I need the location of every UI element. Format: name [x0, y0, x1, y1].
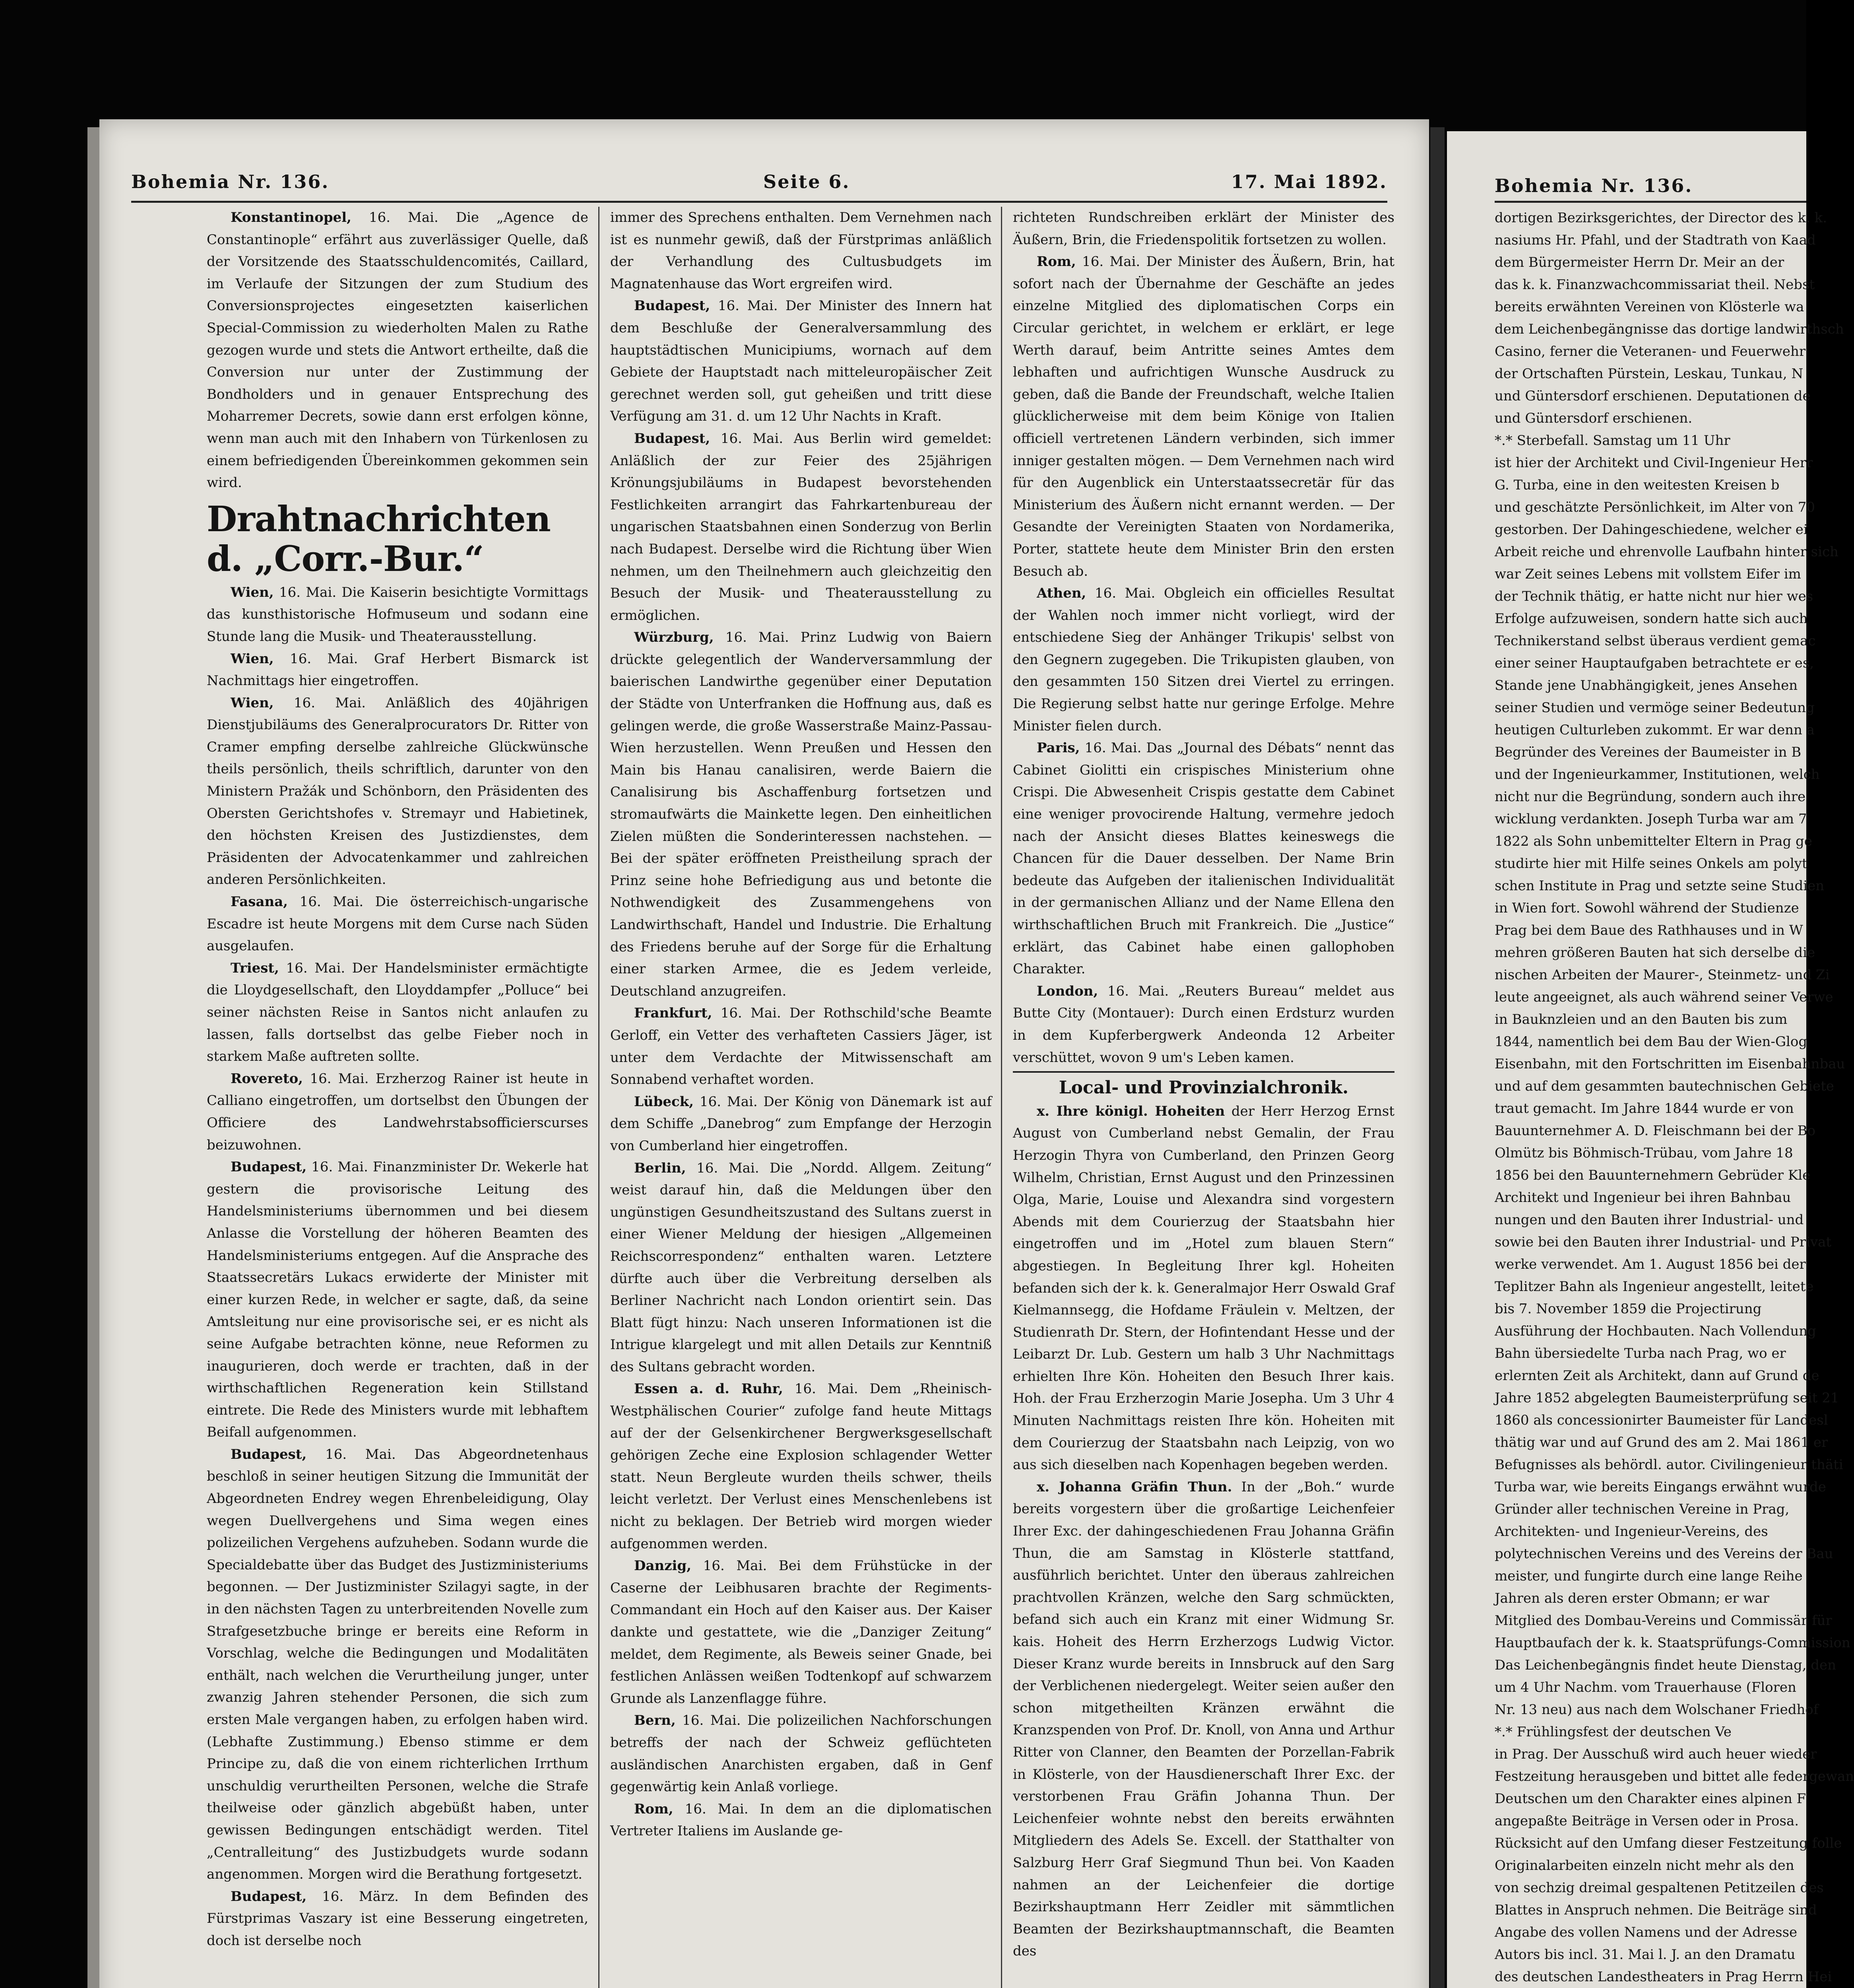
next-page-header-rule: [1495, 201, 1806, 203]
article-text: 16. Mai. Der König von Dänemark ist auf dem Schiffe „Danebrog“ zum Empfange der Herzogin von Cumberland hier eingetroffen.: [610, 1093, 992, 1154]
header-date: 17. Mai 1892.: [1231, 171, 1387, 192]
dateline: Rom,: [634, 1801, 673, 1817]
article-text: 16. Mai. Das „Journal des Débats“ nennt das Cabinet Giolitti ein crispisches Ministerium ohne Crispi. Die Abwesenheit Crispis gestatte dem Cabinet eine weniger provocirende Haltung, vermehre jedoch nach der Ansicht dieses Blattes keineswegs die Chancen für die Dauer desselben. Der Name Brin bedeute das Aufgeben der italienischen Individualität in der germanischen Allianz und der Name Ellena den wirthschaftlichen Bruch mit Frankreich. Die „Justice“ erklärt, das Cabinet habe einen gallophoben Charakter.: [1013, 740, 1395, 977]
text-line: Festzeitung herausgeben und bittet alle federgewan: [1495, 1769, 1854, 1784]
text-line: G. Turba, eine in den weitesten Kreisen b: [1495, 477, 1780, 493]
article-text: 16. Mai. Bei dem Frühstücke in der Caserne der Leibhusaren brachte der Regiments-Commandant ein Hoch auf den Kaiser aus. Der Kaiser dankte und gestattete, wie die „Danziger Zeitung“ meldet, dem Regimente, als Beweis seiner Gnade, bei festlichen Anlässen weißen Todtenkopf auf schwarzem Grunde als Lanzenflagge führe.: [610, 1558, 992, 1706]
article-text: 16. Mai. Obgleich ein officielles Resultat der Wahlen noch immer nicht vorliegt, wird der entschiedene Sieg der Anhänger Trikupis' selbst von den Gegnern zugegeben. Die Trikupisten glauben, von den gesammten 150 Sitzen drei Viertel zu erringen. Die Regierung selbst hatte nur geringe Erfolge. Mehre Minister fielen durch.: [1013, 585, 1394, 734]
dateline: Berlin,: [634, 1160, 686, 1176]
article-text: 16. Mai. Dem „Rheinisch-Westphälischen Courier“ zufolge fand heute Mittags auf der der Gelsenkirchener Bergwerksgesellschaft gehörigen Zeche eine Explosion schlagender Wetter statt. Neun Bergleute wurden theils schwer, theils leicht verletzt. Der Verlust eines Menschenlebens ist nicht zu beklagen. Der Betrieb wird morgen wieder aufgenommen werden.: [610, 1381, 992, 1552]
section-heading-telegrams: Drahtnachrichten d. „Corr.-Bur.“: [207, 498, 551, 579]
local-item: [1013, 1101, 1394, 1476]
header-page-number: Seite 6.: [763, 171, 850, 192]
telegram-item: [207, 648, 588, 692]
article-text: In der „Boh.“ wurde bereits vorgestern über die großartige Leichenfeier Ihrer Exc. der dahingeschiedenen Frau Johanna Gräfin Thun, die am Samstag in Klösterle stattfand, ausführlich berichtet. Unter den überaus zahlreichen prachtvollen Kränzen, welche den Sarg schmückten, befand sich auch ein Kranz mit einer Widmung Sr. kais. Hoheit des Herrn Erzherzogs Ludwig Victor. Dieser Kranz wurde bereits in Innsbruck auf den Sarg der Verblichenen niedergelegt. Weiter seien außer den schon mitgetheilten Kränzen erwähnt die Kranzspenden von Prof. Dr. Knoll, von Anna und Arthur Ritter von Clanner, den Beamten der Porzellan-Fabrik in Klösterle, von der Hausdienerschaft Ihrer Exc. der verstorbenen Frau Gräfin Johanna Thun. Der Leichenfeier wohnte nebst den bereits erwähnten Mitgliedern des Adels Se. Excell. der Statthalter von Salzburg Herr Graf Siegmund Thun bei. Von Kaaden nahmen an der Leichenfeier die dortige Bezirkshauptmann Herr Zeidler mit sämmtlichen Beamten der Bezirkshauptmannschaft, die Beamten des: [1013, 1479, 1395, 1959]
text-line: wicklung verdankten. Joseph Turba war am 7: [1495, 811, 1807, 827]
text-line: Nr. 13 neu) aus nach dem Wolschaner Friedhof: [1495, 1702, 1819, 1718]
dateline: x. Johanna Gräfin Thun.: [1037, 1479, 1232, 1495]
telegram-item: [610, 1378, 992, 1555]
text-line: Originalarbeiten einzeln nicht mehr als den: [1495, 1858, 1794, 1873]
page-header: [131, 171, 1387, 199]
header-rule: [131, 201, 1387, 203]
header-newspaper-issue: Bohemia Nr. 136.: [131, 171, 330, 192]
text-line: meister, und fungirte durch eine lange Reihe: [1495, 1568, 1803, 1584]
text-line: Erfolge aufzuweisen, sondern hatte sich auch: [1495, 611, 1808, 627]
text-line: nischen Arbeiten der Maurer-, Steinmetz- und Zi: [1495, 967, 1830, 983]
dateline: Fasana,: [231, 894, 288, 910]
article-text: 16. März. In dem Befinden des Fürstprimas Vaszary ist eine Besserung eingetreten, doch ist derselbe noch: [207, 1888, 589, 1949]
dateline: Athen,: [1037, 585, 1086, 602]
text-line: und Güntersdorf erschienen. Deputationen de: [1495, 388, 1811, 404]
text-line: und auf dem gesammten bautechnischen Gebiete: [1495, 1078, 1834, 1094]
text-line: Rücksicht auf den Umfang dieser Festzeitung folle: [1495, 1835, 1842, 1851]
telegram-item: [610, 1157, 992, 1378]
telegram-item: [1013, 251, 1394, 582]
text-line: in Bauknzleien und an den Bauten bis zum: [1495, 1011, 1788, 1027]
section-heading-local-chronicle: Local- und Provinzialchronik.: [1013, 1071, 1394, 1099]
dateline: Wien,: [231, 584, 274, 600]
local-item: [1013, 1476, 1394, 1963]
article-text: 16. Mai. Die „Agence de Constantinople“ erfährt aus zuverlässiger Quelle, daß der Vorsitzende des Staatsschuldencomités, Caillard, im Verlaufe der Sitzungen der zum Studium des Conversionsprojectes eingesetzten kaiserlichen Special-Commission zu wiederholten Malen zu Rathe gezogen wurde und stets die Antwort ertheilte, daß die Conversion nur unter der Zustimmung der Bondholders und in genauer Entsprechung des Moharremer Decrets, sowie dann erst erfolgen könne, wenn man auch mit den Inhabern von Türkenlosen zu einem befriedigenden Übereinkommen gekommen sein wird.: [207, 210, 588, 491]
dateline: London,: [1037, 983, 1098, 999]
text-line: Bauunternehmer A. D. Fleischmann bei der Bo: [1495, 1123, 1816, 1139]
text-line: nungen und den Bauten ihrer Industrial- und: [1495, 1212, 1804, 1228]
article-text: 16. Mai. „Reuters Bureau“ meldet aus Butte City (Montauer): Durch einen Erdsturz wurden in dem Kupferbergwerk Andeonda 12 Arbeiter verschüttet, wovon 9 um's Leben kamen.: [1013, 983, 1394, 1066]
text-line: Turba war, wie bereits Eingangs erwähnt wurde: [1495, 1479, 1826, 1495]
article-text: 16. Mai. Anläßlich des 40jährigen Dienstjubiläums des Generalprocurators Dr. Ritter von Cramer empfing derselbe zahlreiche Glückwünsche theils persönlich, theils schriftlich, darunter von den Ministern Pražák und Schönborn, den Präsidenten des Obersten Gerichtshofes v. Stremayr und Habietinek, den höchsten Kreisen des Justizdienstes, dem Präsidenten der Advocatenkammer und zahlreichen anderen Persönlichkeiten.: [207, 695, 588, 888]
telegram-item: [610, 295, 992, 428]
dateline: Paris,: [1037, 740, 1080, 756]
text-line: Olmütz bis Böhmisch-Trübau, vom Jahre 18: [1495, 1145, 1793, 1161]
article-text: 16. Mai. Der Rothschild'sche Beamte Gerloff, ein Vetter des verhafteten Cassiers Jäger, ist unter dem Verdachte der Mitwissenschaft am Sonnabend verhaftet worden.: [610, 1005, 992, 1088]
article-text: 16. Mai. Graf Herbert Bismarck ist Nachmittags hier eingetroffen.: [207, 650, 589, 689]
text-line: war Zeit seines Lebens mit vollstem Eifer im: [1495, 566, 1801, 582]
text-line: Bahn übersiedelte Turba nach Prag, wo er: [1495, 1345, 1786, 1361]
article-text: 16. Mai. Die österreichisch-ungarische Escadre ist heute Morgens mit dem Curse nach Süden ausgelaufen.: [207, 894, 589, 954]
text-line: Autors bis incl. 31. Mai l. J. an den Dramatu: [1495, 1947, 1796, 1963]
article-text: 16. Mai. In dem an die diplomatischen Vertreter Italiens im Auslande ge-: [610, 1801, 992, 1839]
column-3: [1013, 207, 1394, 1988]
text-line: Hauptbaufach der k. k. Staatsprüfungs-Commission: [1495, 1635, 1850, 1651]
text-line: Jahre 1852 abgelegten Baumeisterprüfung seit 21: [1495, 1390, 1839, 1406]
telegram-item: [207, 582, 588, 648]
column-1: [207, 207, 588, 1988]
text-line: Blattes in Anspruch nehmen. Die Beiträge sind: [1495, 1902, 1817, 1918]
column-2: [610, 207, 992, 1988]
dateline: Triest,: [231, 960, 279, 976]
telegram-item: [207, 1156, 588, 1444]
telegram-item: [1013, 737, 1394, 980]
dateline: x. Ihre königl. Hoheiten: [1037, 1103, 1225, 1119]
dateline: Budapest,: [231, 1159, 307, 1175]
text-line: werke verwendet. Am 1. August 1856 bei der: [1495, 1256, 1806, 1272]
telegram-item: [207, 957, 588, 1068]
text-line: Mitglied des Dombau-Vereins und Commissär für: [1495, 1613, 1832, 1629]
text-line: und Güntersdorf erschienen.: [1495, 410, 1693, 426]
article-text: 16. Mai. Der Minister des Äußern, Brin, hat sofort nach der Übernahme der Geschäfte an jedes einzelne Mitglied des diplomatischen Corps ein Circular gerichtet, in welchem er erklärt, er lege Werth darauf, beim Antritte seines Amtes dem lebhaften und aufrichtigen Wunsche Ausdruck zu geben, daß die Bande der Freundschaft, welche Italien glücklicherweise mit dem beim Könige von Italien officiell vertretenen Ländern verbinden, sich immer inniger gestalten mögen. — Dem Vernehmen nach wird für den Augenblick ein Unterstaatssecretär für das Ministerium des Äußern nicht ernannt werden. — Der Gesandte der Vereinigten Staaten von Nordamerika, Porter, stattete heute dem Minister Brin den ersten Besuch ab.: [1013, 254, 1394, 579]
text-line: leute angeeignet, als auch während seiner Verwe: [1495, 989, 1833, 1005]
text-line: ist hier der Architekt und Civil-Ingenieur Herr: [1495, 455, 1813, 471]
text-line: Technikerstand selbst überaus verdient gemac: [1495, 633, 1816, 649]
text-line: bereits erwähnten Vereinen von Klösterle wa: [1495, 299, 1804, 315]
text-line: schen Institute in Prag und setzte seine Studien: [1495, 878, 1825, 894]
text-line: 1860 als concessionirter Baumeister für Landesl: [1495, 1412, 1828, 1428]
article-text: 16. Mai. Das Abgeordnetenhaus beschloß in seiner heutigen Sitzung die Immunität der Abgeordneten Endrey wegen Ehrenbeleidigung, Olay wegen Duellvergehens und Sima wegen eines polizeilichen Vergehens aufzuheben. Sodann wurde die Specialdebatte über das Budget des Justizministeriums begonnen. — Der Justizminister Szilagyi sagte, in der in den nächsten Tagen zu unterbreitenden Novelle zum Strafgesetzbuche bringe er bereits eine Reform in Vorschlag, welche die Bedingungen und Modalitäten enthält, nach welchen die Verurtheilung junger, unter zwanzig Jahren stehender Personen, die sich zum ersten Male vergangen haben, zu erfolgen haben wird. (Lebhafte Zustimmung.) Ebenso stimme er dem Principe zu, daß die von einem richterlichen Irrthum unschuldig verurtheilten Personen, welche die Strafe theilweise oder gänzlich abgebüßt haben, unter gewissen Bedingungen entschädigt werden. Titel „Centralleitung“ des Justizbudgets wurde sodann angenommen. Morgen wird die Berathung fortgesetzt.: [207, 1446, 588, 1883]
telegram-item: [610, 1002, 992, 1091]
text-line: 1844, namentlich bei dem Bau der Wien-Glog: [1495, 1034, 1807, 1050]
text-line: mehren größeren Bauten hat sich derselbe die: [1495, 945, 1815, 961]
dateline: Wien,: [231, 695, 274, 711]
text-line: das k. k. Finanzwachcommissariat theil. Nebst: [1495, 277, 1815, 293]
article-text: 16. Mai. Die „Nordd. Allgem. Zeitung“ weist darauf hin, daß die Meldungen über den ungünstigen Gesundheitszustand des Sultans zuerst in einer Wiener Meldung der hiesigen „Allgemeinen Reichscorrespondenz“ enthalten waren. Letztere dürfte auch über die Verbreitung derselben als Berliner Nachricht nach London orientirt sein. Das Blatt fügt hinzu: Nach unseren Informationen ist die Intrigue klargelegt und mit allen Details zur Kenntniß des Sultans gebracht worden.: [610, 1160, 992, 1375]
text-line: nicht nur die Begründung, sondern auch ihre: [1495, 789, 1806, 805]
article-text: 16. Mai. Der Minister des Innern hat dem Beschluße der Generalversammlung des hauptstädtischen Municipiums, wornach auf dem Gebiete der Hauptstadt nach mitteleuropäischer Zeit gerechnet werden soll, gut geheißen und tritt diese Verfügung am 31. d. um 12 Uhr Nachts in Kraft.: [610, 298, 992, 425]
text-line: Teplitzer Bahn als Ingenieur angestellt, leitete: [1495, 1279, 1814, 1295]
text-line: *.* Frühlingsfest der deutschen Ve: [1495, 1724, 1732, 1740]
dateline: Wien,: [231, 650, 274, 667]
dateline: Danzig,: [634, 1558, 692, 1574]
text-line: und der Ingenieurkammer, Institutionen, welch: [1495, 767, 1820, 782]
text-line: Arbeit reiche und ehrenvolle Laufbahn hinter sich: [1495, 544, 1838, 560]
telegram-item: [207, 692, 588, 891]
text-line: polytechnischen Vereins und des Vereins der Bau: [1495, 1546, 1833, 1562]
dateline: Budapest,: [634, 298, 710, 314]
text-line: dortigen Bezirksgerichtes, der Director des k. k.: [1495, 210, 1827, 226]
telegram-item: [610, 1798, 992, 1842]
dateline: Lübeck,: [634, 1093, 694, 1110]
text-line: sowie bei den Bauten ihrer Industrial- und Privat: [1495, 1234, 1832, 1250]
article-text: 16. Mai. Erzherzog Rainer ist heute in Calliano eingetroffen, um dortselbst den Übungen der Officiere des Landwehrstabsofficierscurses beizuwohnen.: [207, 1070, 588, 1153]
text-line: Befugnisses als behördl. autor. Civilingenieur thäti: [1495, 1457, 1843, 1473]
text-line: erlernten Zeit als Architekt, dann auf Grund de: [1495, 1368, 1819, 1384]
telegram-item: [610, 1555, 992, 1710]
text-line: Begründer des Vereines der Baumeister in B: [1495, 744, 1802, 760]
text-line: und geschätzte Persönlichkeit, im Alter von 70: [1495, 499, 1815, 515]
article-continuation: immer des Sprechens enthalten. Dem Vernehmen nach ist es nunmehr gewiß, daß der Fürstprimas anläßlich der Verhandlung des Cultusbudgets im Magnatenhause das Wort ergreifen wird.: [610, 210, 992, 292]
text-line: Gründer aller technischen Vereine in Prag,: [1495, 1501, 1790, 1517]
article-text: 16. Mai. Aus Berlin wird gemeldet: Anläßlich der zur Feier des 25jährigen Krönungsjubiläums in Budapest bevorstehenden Festlichkeiten arrangirt das Fahrkartenbureau der ungarischen Staatsbahnen einen Sonderzug von Berlin nach Budapest. Derselbe wird die Richtung über Wien nehmen, um den Theilnehmern auch gleichzeitig den Besuch der Musik- und Theaterausstellung zu ermöglichen.: [610, 430, 992, 623]
text-line: um 4 Uhr Nachm. vom Trauerhause (Floren: [1495, 1679, 1796, 1695]
text-line: Prag bei dem Baue des Rathhauses und in W: [1495, 922, 1803, 938]
text-line: Stande jene Unabhängigkeit, jenes Ansehen: [1495, 678, 1798, 693]
article-text: 16. Mai. Finanzminister Dr. Wekerle hat gestern die provisorische Leitung des Handelsministeriums übernommen und bei diesem Anlasse die Vorstellung der höheren Beamten des Handelsministeriums entgegen. Auf die Ansprache des Staatssecretärs Lukacs erwiderte der Minister mit einer kurzen Rede, in welcher er sagte, daß, da seine Amtsleitung nur eine provisorische sei, er es nicht als seine Aufgabe betrachten könne, neue Reformen zu inaugurieren, doch werde er trachten, daß in der wirthschaftlichen Regeneration kein Stillstand eintrete. Die Rede des Ministers wurde mit lebhaftem Beifall aufgenommen.: [207, 1159, 588, 1441]
text-line: Ausführung der Hochbauten. Nach Vollendung: [1495, 1323, 1816, 1339]
text-line: des deutschen Landestheaters in Prag Herrn Hei: [1495, 1969, 1832, 1985]
text-line: dem Bürgermeister Herrn Dr. Meir an der: [1495, 254, 1784, 270]
column-divider: [1001, 207, 1002, 1988]
text-line: studirte hier mit Hilfe seines Onkels am polyt: [1495, 856, 1807, 872]
text-line: von sechzig dreimal gespaltenen Petitzeilen des: [1495, 1880, 1824, 1896]
article-constantinople: [207, 207, 588, 494]
dateline: Rovereto,: [231, 1070, 303, 1087]
text-line: seiner Studien und vermöge seiner Bedeutung: [1495, 700, 1815, 716]
text-line: einer seiner Hauptaufgaben betrachtete er es,: [1495, 655, 1814, 671]
text-line: nasiums Hr. Pfahl, und der Stadtrath von Kaad: [1495, 232, 1816, 248]
article-text: 16. Mai. Die polizeilichen Nachforschungen betreffs der nach der Schweiz geflüchteten ausländischen Anarchisten ergaben, daß in Genf gegenwärtig kein Anlaß vorliege.: [610, 1712, 992, 1795]
next-page-partial: [1447, 131, 1854, 1988]
text-line: dem Leichenbegängnisse das dortige landwirthsch: [1495, 321, 1844, 337]
text-line: 1856 bei den Bauunternehmern Gebrüder Kle: [1495, 1167, 1811, 1183]
text-line: angepaßte Beiträge in Versen oder in Prosa.: [1495, 1813, 1799, 1829]
text-line: gestorben. Der Dahingeschiedene, welcher ei: [1495, 522, 1808, 538]
text-line: der Technik thätig, er hatte nicht nur hier wes: [1495, 588, 1813, 604]
text-line: Architekten- und Ingenieur-Vereins, des: [1495, 1524, 1768, 1540]
telegram-item: [1013, 980, 1394, 1069]
text-line: Angabe des vollen Namens und der Adresse: [1495, 1924, 1798, 1940]
text-line: 1822 als Sohn unbemittelter Eltern in Prag ge: [1495, 833, 1812, 849]
text-line: bis 7. November 1859 die Projectirung: [1495, 1301, 1762, 1317]
text-line: traut gemacht. Im Jahre 1844 wurde er von: [1495, 1101, 1794, 1116]
text-line: Casino, ferner die Veteranen- und Feuerwehr: [1495, 344, 1806, 359]
dateline: Essen a. d. Ruhr,: [634, 1381, 783, 1397]
text-line: Eisenbahn, mit den Fortschritten im Eisenbahnbau: [1495, 1056, 1845, 1072]
text-line: Das Leichenbegängnis findet heute Dienstag, den: [1495, 1657, 1837, 1673]
text-line: in Prag. Der Ausschuß wird auch heuer wieder: [1495, 1746, 1817, 1762]
text-line: in Wien fort. Sowohl während der Studienze: [1495, 900, 1799, 916]
telegram-item: [1013, 582, 1394, 737]
telegram-item: [207, 891, 588, 957]
column-divider: [598, 207, 599, 1988]
text-line: thätig war und auf Grund des am 2. Mai 1861 er: [1495, 1435, 1828, 1450]
dateline: Budapest,: [634, 430, 710, 447]
article-text: 16. Mai. Die Kaiserin besichtigte Vormittags das kunsthistorische Hofmuseum und sodann eine Stunde lang die Musik- und Theaterausstellung.: [207, 584, 588, 645]
telegram-item: [610, 428, 992, 627]
article-continuation: richteten Rundschreiben erklärt der Minister des Äußern, Brin, die Friedenspolitik fortsetzen zu wollen.: [1013, 210, 1394, 248]
telegram-item: [610, 1091, 992, 1157]
article-text: 16. Mai. Prinz Ludwig von Baiern drückte gelegentlich der Wanderversammlung der baierischen Landwirthe gegenüber einer Deputation der Städte von Unterfranken die Hoffnung aus, daß es gelingen werde, die große Wasserstraße Mainz-Passau-Wien herzustellen. Wenn Preußen und Hessen den Main bis Hanau canalisiren, werde Baiern die Canalisirung bis Aschaffenburg fortsetzen und stromaufwärts die Mainkette legen. Den einheitlichen Zielen müßten die Sonderinteressen nachstehen. — Bei der später eröffneten Preistheilung sprach der Prinz seine hohe Befriedigung aus und betonte die Nothwendigkeit des Zusammengehens von Landwirthschaft, Handel und Industrie. Die Erhaltung des Friedens beruhe auf der Sorge für die Erhaltung einer starken Armee, die es Jedem verleide, Deutschland anzugreifen.: [610, 629, 992, 999]
text-line: Deutschen um den Charakter eines alpinen F: [1495, 1791, 1806, 1807]
text-line: der Ortschaften Pürstein, Leskau, Tunkau, N: [1495, 366, 1804, 382]
dateline: Budapest,: [231, 1446, 307, 1462]
dateline: Budapest,: [231, 1888, 307, 1905]
telegram-item: [610, 627, 992, 1002]
dateline: Würzburg,: [634, 629, 714, 646]
dateline: Bern,: [634, 1712, 676, 1729]
dateline: Rom,: [1037, 254, 1076, 270]
article-text: der Herr Herzog Ernst August von Cumberland nebst Gemalin, der Frau Herzogin Thyra von Cumberland, den Prinzen Georg Wilhelm, Christian, Ernst August und den Prinzessinen Olga, Marie, Louise und Alexandra sind vorgestern Abends mit dem Courierzug der Staatsbahn hier eingetroffen und im „Hotel zum blauen Stern“ abgestiegen. In Begleitung Ihrer kgl. Hoheiten befanden sich der k. k. Generalmajor Herr Oswald Graf Kielmannsegg, die Hofdame Fräulein v. Meltzen, der Studienrath Dr. Stern, der Hofintendant Hesse und der Leibarzt Dr. Lub. Gestern um halb 3 Uhr Nachmittags erhielten Ihre Kön. Hoheiten den Besuch Ihrer kais. Hoh. der Frau Erzherzogin Marie Josepha. Um 3 Uhr 4 Minuten Nachmittags reisten Ihre kön. Hoheiten mit dem Courierzug der Staatsbahn nach Leipzig, von wo aus sich dieselben nach Kopenhagen begeben werden.: [1013, 1103, 1395, 1473]
dateline: Frankfurt,: [634, 1005, 712, 1021]
telegram-item: [207, 1886, 588, 1952]
telegram-item: [610, 1710, 992, 1798]
dateline: Konstantinopel,: [231, 210, 351, 225]
text-line: Jahren als deren erster Obmann; er war: [1495, 1590, 1769, 1606]
next-page-header: Bohemia Nr. 136.: [1495, 175, 1693, 196]
next-page-text: [1495, 207, 1854, 1988]
text-line: heutigen Culturleben zukommt. Er war denn a: [1495, 722, 1815, 738]
page-gutter-right: [1430, 127, 1445, 1988]
telegram-item: [207, 1068, 588, 1156]
text-line: Architekt und Ingenieur bei ihren Bahnbau: [1495, 1190, 1791, 1206]
telegram-item: [207, 1444, 588, 1886]
article-text: 16. Mai. Der Handelsminister ermächtigte die Lloydgesellschaft, den Lloyddampfer „Polluce“ bei seiner nächsten Reise in Santos nicht anlaufen zu lassen, falls dortselbst das gelbe Fieber noch in starkem Maße auftreten sollte.: [207, 960, 588, 1065]
text-line: *.* Sterbefall. Samstag um 11 Uhr: [1495, 433, 1730, 448]
